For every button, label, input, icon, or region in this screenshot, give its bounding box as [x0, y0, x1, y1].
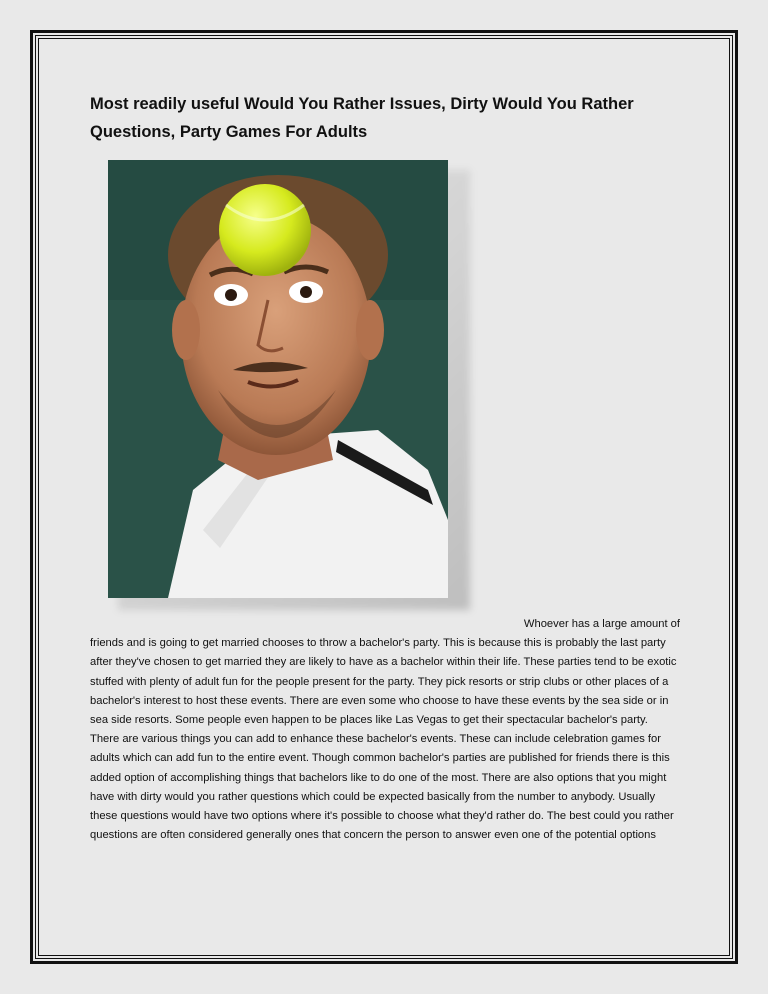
body-text	[90, 615, 685, 845]
paragraph-1-text: friends and is going to get married chooses to throw a bachelor's party. This is because this is probably the last party after they've chosen to get married they are likely to have as a bachelor within their life. These parties tend to be exotic stuffed with plenty of adult fun for the people present for the party. They pick resorts or strip clubs or other places of a bachelor's interest to host these events. There are even some who choose to have these events by the sea side or in sea side resorts. Some people even happen to be places like Las Vegas to get their spectacular bachelor's party.	[90, 637, 677, 727]
paragraph-1	[90, 615, 685, 730]
tennis-player-photo	[108, 160, 448, 598]
paragraph-2: There are various things you can add to enhance these bachelor's events. These can include celebration games for adults which can add fun to the entire event. Though common bachelor's parties are published for friends there is this added option of accomplishing things that bachelors like to do one of the most. There are also options that you might have with dirty would you rather questions which could be expected basically from the number to anybody. Usually these questions would have two options where it's possible to choose what they'd rather do. The best could you rather questions are often considered generally ones that concern the person to answer even one of the potential options	[90, 733, 674, 842]
document-title: Most readily useful Would You Rather Issues, Dirty Would You Rather Questions, Party Games For Adults	[90, 95, 634, 141]
paragraph-1-lead: Whoever has a large amount of	[523, 618, 680, 630]
